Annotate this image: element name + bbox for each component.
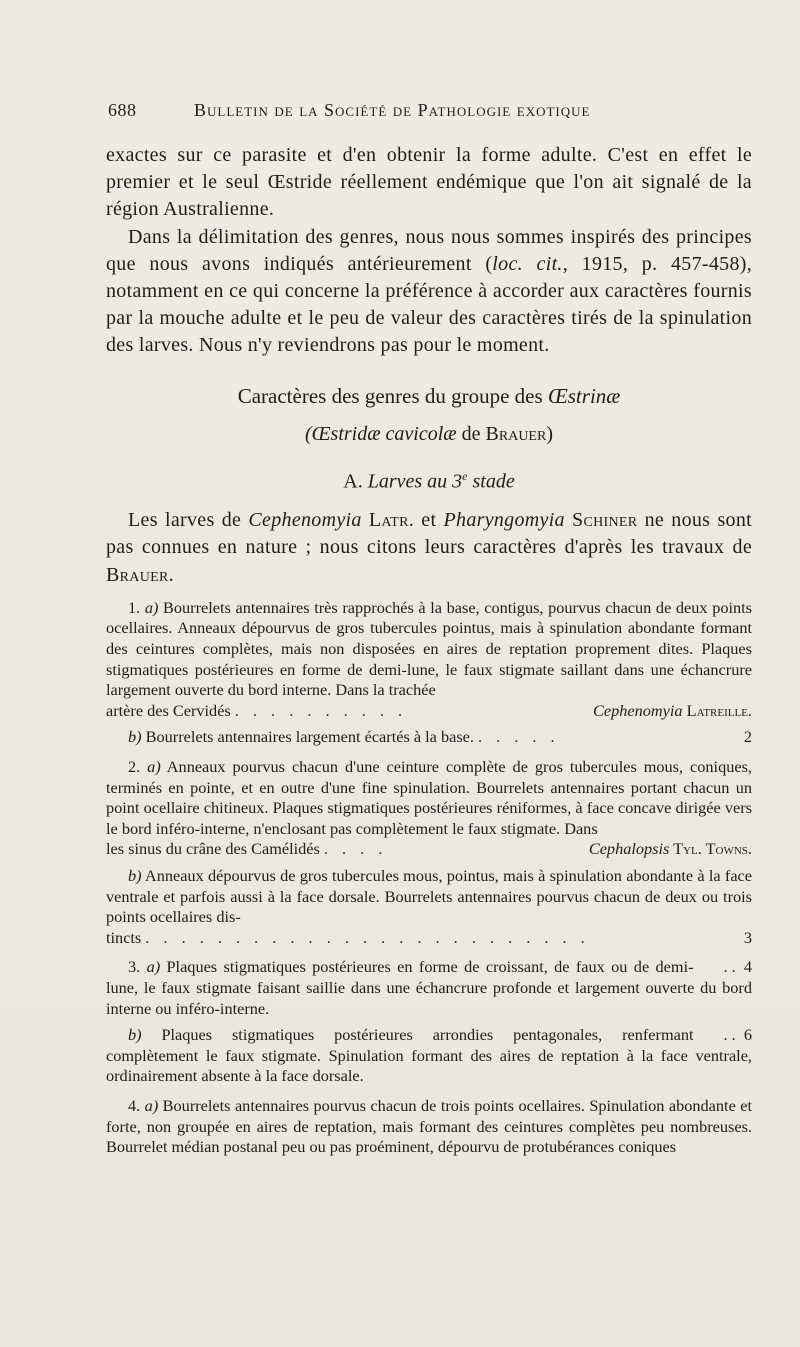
key-entry-text: [106, 757, 752, 839]
key-leader-line: [106, 701, 752, 722]
couplet-label: a): [146, 957, 161, 977]
key-end: [694, 1025, 753, 1046]
subtitle-taxon: (Œstridæ cavicolæ: [305, 422, 457, 445]
text-span: Bourrelets antennaires pourvus chacun de trois points ocellaires. Spinulation abondante et forte, non groupée en aires de reptation, mais formant des ceintures complètes peu nombreuses. Bourrelet médian postanal peu ou pas proéminent, dépourvu de protubérances coniques: [106, 1095, 752, 1157]
stage-letter: A.: [343, 470, 368, 493]
text-span: .: [168, 563, 174, 586]
key-reference: 4: [743, 957, 752, 977]
couplet-number: 1.: [128, 597, 145, 617]
key-reference: 3: [743, 927, 752, 947]
subtitle-text: de: [456, 422, 486, 445]
dot-leader: . . . . . . . . . . . . . . . . . . . . . . . . .: [145, 927, 590, 947]
key-entry-text: [106, 1096, 752, 1158]
key-reference: 6: [743, 1025, 752, 1045]
key-entry-text: [106, 866, 752, 928]
text-span: Plaques stigmatiques postérieures arrondies pentagonales, renfermant complètement le faux stigmate. Spinulation formant des aires de reptation à la face ventrale, ordinairement absente à la face dorsale.: [106, 1025, 752, 1086]
genus-name: Cephenomyia: [593, 700, 683, 720]
section-subtitle: [106, 420, 752, 448]
dot-leader: . . . . .: [477, 727, 560, 747]
reference-loc-cit: loc. cit.: [492, 252, 563, 275]
page-number: 688: [108, 100, 137, 120]
key-entry-2a: [106, 757, 752, 860]
text-span: ne nous sont pas connues en nature ; nous citons leurs caractères d'après les travaux de: [106, 509, 753, 559]
paragraph-continuation: exactes sur ce parasite et d'en obtenir la forme adulte. C'est en effet le premier et le seul Œstride réellement endémique que l'on ait signalé de la région Australienne.: [106, 144, 752, 221]
text-span: Anneaux dépourvus de gros tubercules mous, pointus, mais à spinulation abondante à la face ventrale et parfois aussi à la face dorsale. Bourrelets antennaires pourvus chacun de deux ou trois points ocellaires dis-: [106, 866, 752, 927]
key-entry-1b: [106, 727, 752, 748]
key-entry-text: [106, 1025, 752, 1087]
key-entry-text: [106, 957, 752, 1019]
dot-leader: . .: [723, 1025, 736, 1045]
paragraph-genres: [106, 224, 752, 360]
text-span: Anneaux pourvus chacun d'une ceinture complète de gros tubercules mous, coniques, terminés en pointe, et en outre d'une fine spinulation. Bourrelets antennaires portant chacun un point ocellaire chitineux. Plaques stigmatiques postérieures réniformes, à face concave dirigée vers le bord inféro-interne, n'enclosant pas complètement le faux stigmate. Dans: [106, 757, 752, 838]
paragraph-intro: [106, 507, 752, 589]
running-head: Bulletin de la Société de Pathologie exotique: [194, 100, 591, 120]
key-entry-1a: [106, 598, 752, 722]
key-end: [694, 957, 753, 978]
dot-leader: . . . .: [323, 839, 388, 859]
stage-text: stade: [467, 470, 515, 493]
key-leader-line: [106, 839, 752, 860]
key-entry-2b: [106, 866, 752, 948]
genus-name: Cephalopsis: [588, 839, 670, 859]
key-leader-line: [106, 727, 752, 748]
key-reference: 2: [743, 727, 752, 747]
text-span: Dans la délimitation des genres, nous nous sommes inspirés des principes que nous avons indiqués antérieurement (: [106, 225, 752, 275]
text-span: Les larves de: [128, 509, 249, 532]
title-taxon: Œstrinæ: [547, 383, 621, 408]
couplet-label: a): [144, 1095, 159, 1115]
text-span: Bourrelets antennaires largement écartés à la base.: [141, 727, 474, 747]
stage-heading: [106, 462, 752, 496]
key-entry-3b: [106, 1025, 752, 1087]
subtitle-author: Brauer: [485, 422, 547, 445]
text-span: , 1915, p. 457-458), notamment en ce qui concerne la préférence à accorder aux caractères fournis par la mouche adulte et le peu de valeur des caractères tirés de la spinulation des larves. Nous n'y reviendrons pas pour le moment.: [106, 252, 753, 357]
stage-text: Larves au 3: [367, 470, 463, 493]
author-name: Brauer: [106, 563, 169, 586]
key-entry-3a: [106, 957, 752, 1019]
couplet-number: 2.: [128, 757, 148, 777]
dot-leader: . .: [723, 957, 736, 977]
genus-name: Cephenomyia: [248, 509, 362, 532]
key-entry-text: [106, 598, 752, 701]
couplet-number: 3.: [128, 957, 147, 977]
page-body: [106, 142, 752, 1158]
author-name: Schiner: [564, 509, 638, 532]
key-leader-line: [106, 928, 752, 949]
couplet-label: b): [128, 866, 142, 886]
stage-superscript: e: [462, 468, 468, 483]
couplet-label: b): [128, 727, 142, 747]
author-name: Tyl. Towns.: [669, 839, 752, 859]
couplet-label: a): [147, 757, 161, 777]
text-span: Bourrelets antennaires très rapprochés à la base, contigus, pourvus chacun de deux points ocellaires. Anneaux dépourvus de gros tubercules pointus, mais à spinulation abondante formant des ceintures complètes, mais non disposées en aires de reptation proprement dites. Plaques stigmatiques postérieures en forme de demi-lune, le faux stigmate saillant dans une échancrure largement ouverte du bord interne. Dans la trachée: [106, 597, 752, 700]
genus-name: Pharyngomyia: [443, 509, 565, 532]
author-name: Latreille.: [682, 700, 752, 720]
text-span: artère des Cervidés: [106, 700, 231, 720]
couplet-number: 4.: [128, 1095, 145, 1115]
text-span: et: [414, 509, 444, 532]
text-span: tincts: [106, 927, 142, 947]
key-target: [593, 701, 752, 722]
section-title: [106, 382, 752, 410]
author-name: Latr.: [361, 509, 415, 532]
key-entry-4a: [106, 1096, 752, 1158]
text-span: les sinus du crâne des Camélidés: [106, 839, 320, 859]
subtitle-text: ): [546, 422, 553, 445]
text-span: Plaques stigmatiques postérieures en forme de croissant, de faux ou de demi-lune, le faux stigmate faisant saillie dans une échancrure profonde et largement ouverte du bord interne ou inféro-interne.: [106, 957, 752, 1018]
couplet-label: a): [144, 597, 159, 617]
key-target: [589, 839, 752, 860]
couplet-label: b): [128, 1025, 142, 1045]
key-entry-text: [128, 727, 474, 748]
title-text: Caractères des genres du groupe des: [237, 383, 548, 408]
dot-leader: . . . . . . . . . .: [234, 700, 408, 720]
